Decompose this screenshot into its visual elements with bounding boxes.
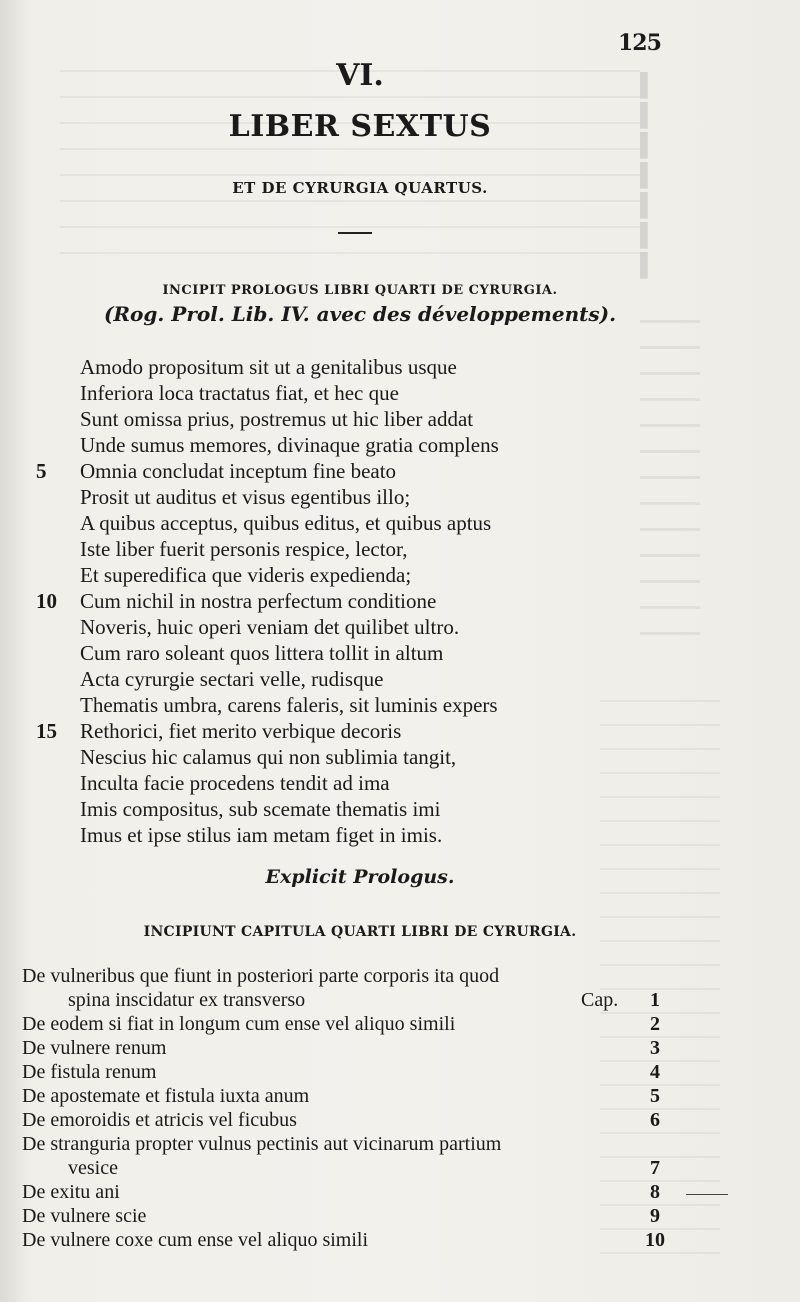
chapter-entry (0, 988, 700, 1012)
verse-text: Thematis umbra, carens faleris, sit luminis expers (80, 693, 498, 717)
verse-text: Prosit ut auditus et visus egentibus illo; (80, 485, 411, 509)
verse-text: Rethorici, fiet merito verbique decoris (80, 719, 402, 743)
verse-line (0, 354, 700, 380)
verse-line (0, 562, 700, 588)
chapter-entry (0, 1228, 700, 1252)
chapter-list (0, 964, 700, 1252)
prologue-verses (0, 354, 700, 848)
chapter-number: 7 (650, 1157, 660, 1179)
verse-text: Omnia concludat inceptum fine beato (80, 459, 397, 483)
verse-text: Sunt omissa prius, postremus ut hic liber addat (80, 407, 474, 431)
section-divider (338, 232, 372, 234)
chapter-title: spina inscidatur ex transverso (68, 989, 306, 1011)
chapters-heading: INCIPIUNT CAPITULA QUARTI LIBRI DE CYRURGIA. (143, 924, 577, 940)
chapter-number: 3 (650, 1037, 660, 1059)
chapter-number: 8 (650, 1181, 660, 1203)
verse-line (0, 666, 700, 692)
verse-line (0, 744, 700, 770)
chapter-title: De vulnere renum (22, 1037, 167, 1059)
prologue-source: (Rog. Prol. Lib. IV. avec des développements). (103, 302, 617, 326)
chapter-number: 4 (650, 1061, 660, 1083)
chapter-title: De emoroidis et atricis vel ficubus (22, 1109, 297, 1131)
chapter-number: 2 (650, 1013, 660, 1035)
chapter-title: De apostemate et fistula iuxta anum (22, 1085, 310, 1107)
chapter-title: De vulnere scie (22, 1205, 147, 1227)
verse-text: Acta cyrurgie sectari velle, rudisque (80, 667, 384, 691)
verse-line (0, 406, 700, 432)
verse-line (0, 692, 700, 718)
verse-line (0, 458, 700, 484)
verse-number: 15 (36, 719, 57, 743)
verse-line (0, 536, 700, 562)
verse-line (0, 640, 700, 666)
verse-text: Inculta facie procedens tendit ad ima (80, 771, 390, 795)
book-subtitle: ET DE CYRURGIA QUARTUS. (232, 179, 488, 197)
chapter-entry (0, 1084, 700, 1108)
chapter-entry (0, 1012, 700, 1036)
chapter-entry (0, 1108, 700, 1132)
verse-line (0, 822, 700, 848)
chapter-number: 9 (650, 1205, 660, 1227)
chapter-label: Cap. (581, 989, 619, 1011)
verse-line (0, 510, 700, 536)
book-title: LIBER SEXTUS (228, 109, 492, 144)
verse-text: Amodo propositum sit ut a genitalibus usque (80, 355, 457, 379)
verse-text: A quibus acceptus, quibus editus, et quibus aptus (80, 511, 492, 535)
verse-line (0, 614, 700, 640)
verse-text: Noveris, huic operi veniam det quilibet ultro. (80, 615, 460, 639)
chapter-entry (0, 1060, 700, 1084)
verse-text: Inferiora loca tractatus fiat, et hec que (80, 381, 399, 405)
chapter-title: De vulnere coxe cum ense vel aliquo simili (22, 1229, 369, 1251)
verse-number: 10 (36, 589, 57, 613)
verse-number: 5 (36, 459, 47, 483)
verse-text: Cum raro soleant quos littera tollit in altum (80, 641, 444, 665)
verse-line (0, 770, 700, 796)
verse-text: Cum nichil in nostra perfectum conditione (80, 589, 437, 613)
chapter-title: vesice (68, 1157, 118, 1179)
section-numeral: VI. (336, 58, 384, 93)
chapter-number: 10 (645, 1229, 665, 1251)
verse-line (0, 484, 700, 510)
verse-text: Imis compositus, sub scemate thematis imi (80, 797, 441, 821)
verse-text: Et superedifica que videris expedienda; (80, 563, 412, 587)
chapter-title: De vulneribus que fiunt in posteriori parte corporis ita quod (22, 965, 500, 987)
verse-text: Nescius hic calamus qui non sublimia tangit, (80, 745, 457, 769)
chapter-number: 6 (650, 1109, 660, 1131)
chapter-entry (0, 1204, 700, 1228)
verse-text: Iste liber fuerit personis respice, lector, (80, 537, 408, 561)
explicit-line: Explicit Prologus. (265, 866, 455, 888)
bleed-through-texture: ▌ ▌ ▌ ▌ ▌ ▌ ▌ (640, 72, 656, 277)
verse-text: Imus et ipse stilus iam metam figet in imis. (80, 823, 443, 847)
chapter-entry (0, 1132, 700, 1156)
chapter-entry (0, 964, 700, 988)
bleed-through-texture (60, 70, 640, 270)
verse-line (0, 432, 700, 458)
chapter-entry (0, 1036, 700, 1060)
page-number: 125 (618, 30, 661, 56)
verse-line (0, 796, 700, 822)
chapter-title: De exitu ani (22, 1181, 120, 1203)
verse-line (0, 718, 700, 744)
chapter-entry (0, 1180, 700, 1204)
verse-line (0, 380, 700, 406)
chapter-number: 5 (650, 1085, 660, 1107)
chapter-title: De fistula renum (22, 1061, 157, 1083)
margin-mark (686, 1194, 728, 1195)
verse-line (0, 588, 700, 614)
chapter-title: De stranguria propter vulnus pectinis aut vicinarum partium (22, 1133, 502, 1155)
verse-text: Unde sumus memores, divinaque gratia complens (80, 433, 499, 457)
chapter-entry (0, 1156, 700, 1180)
chapter-number: 1 (650, 989, 660, 1011)
prologue-heading: INCIPIT PROLOGUS LIBRI QUARTI DE CYRURGIA. (162, 283, 558, 298)
chapter-title: De eodem si fiat in longum cum ense vel aliquo simili (22, 1013, 456, 1035)
